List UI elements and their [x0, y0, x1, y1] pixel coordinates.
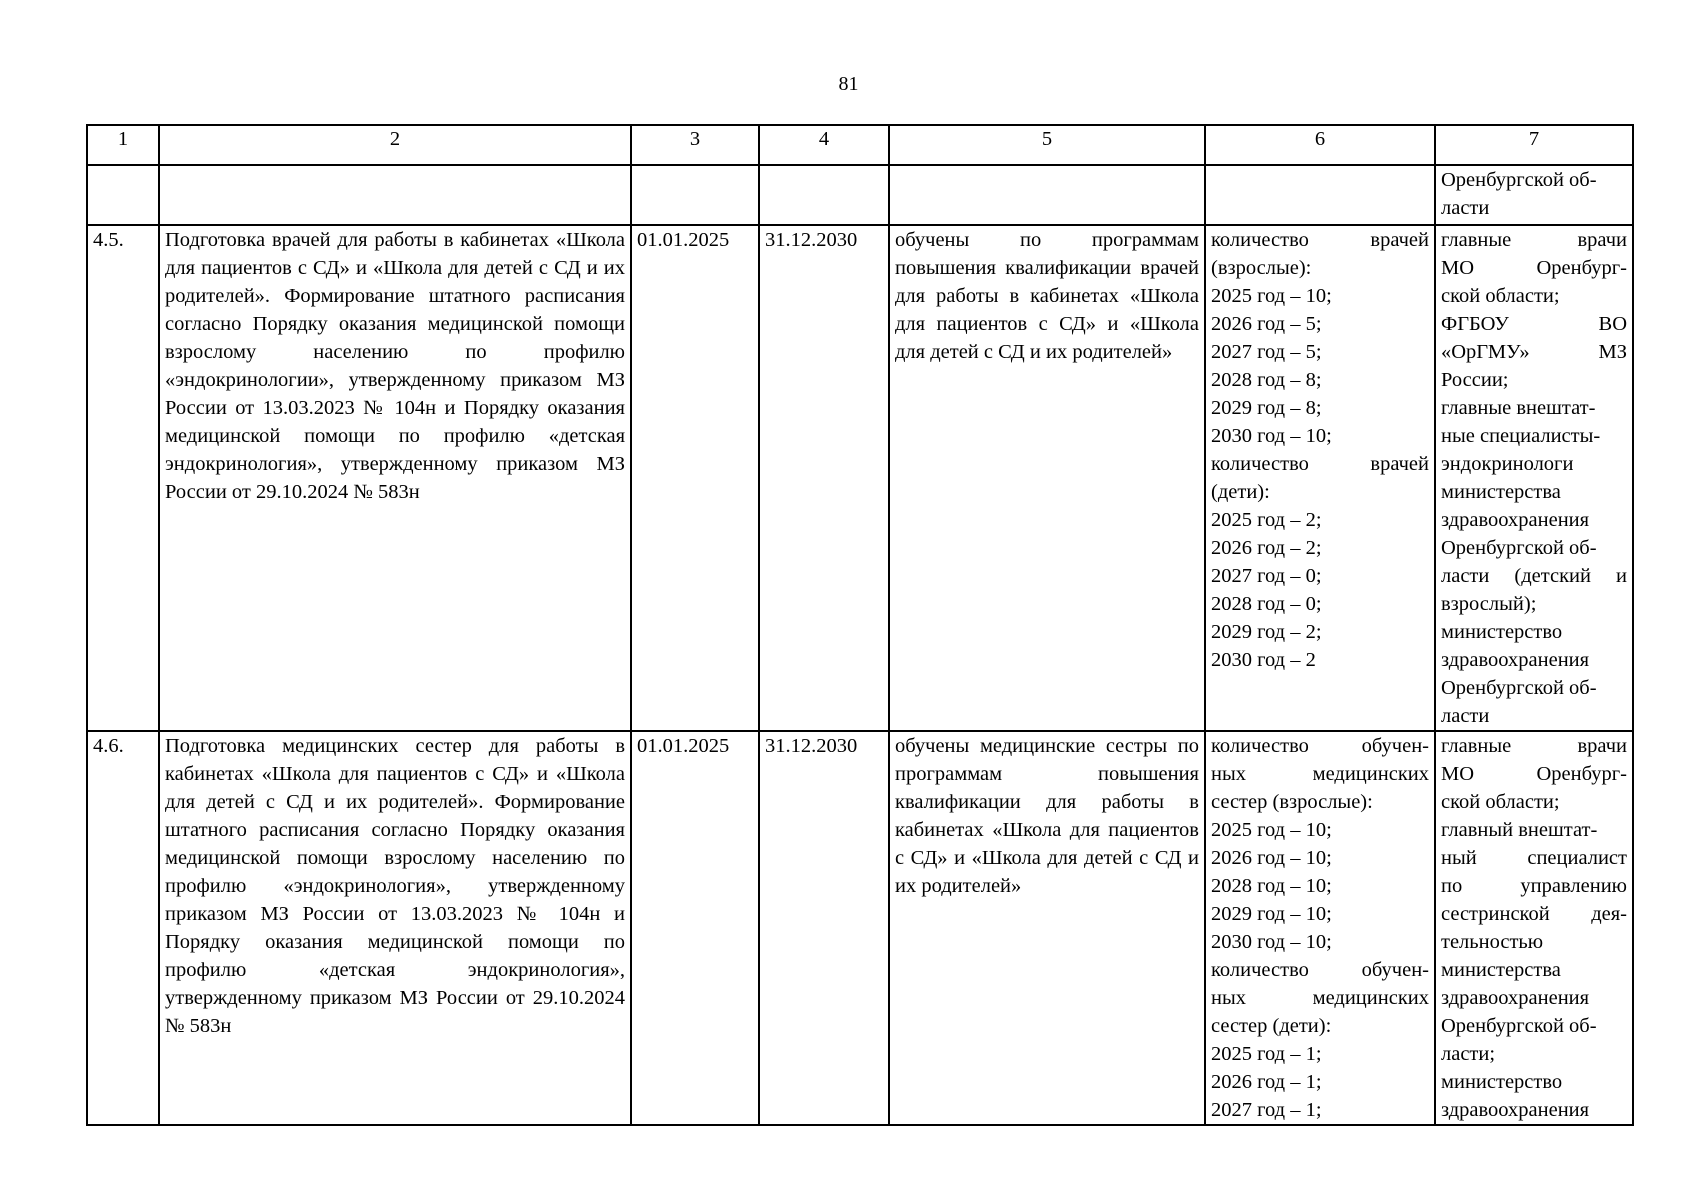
indicator-line: 2026 год – 2; — [1211, 537, 1322, 559]
cont-col-5 — [889, 165, 1205, 225]
row-result: обучены медицинские сестры по программам повышения квалификации для работы в кабинетах «Школа для пациентов с СД» и «Школа для детей с СД и их родителей» — [889, 731, 1205, 1125]
table-row — [87, 225, 1633, 731]
header-col-5: 5 — [889, 125, 1205, 165]
responsible-line: ные специалисты- — [1441, 425, 1601, 447]
responsible-line: ласти — [1441, 705, 1490, 727]
header-col-4: 4 — [759, 125, 889, 165]
indicator-line: сестер (дети): — [1211, 1015, 1332, 1037]
activity-table — [86, 124, 1634, 1126]
row-responsible — [1435, 225, 1633, 731]
indicator-line: сестер (взрослые): — [1211, 791, 1373, 813]
responsible-line: ный специалист — [1441, 847, 1627, 869]
responsible-line: ской области; — [1441, 285, 1560, 307]
indicator-line: количество врачей — [1211, 453, 1429, 475]
row-number: 4.6. — [87, 731, 159, 1125]
responsible-line: здравоохранения — [1441, 509, 1590, 531]
indicator-line: 2026 год – 10; — [1211, 847, 1332, 869]
indicator-line: 2025 год – 10; — [1211, 285, 1332, 307]
responsible-line: ФГБОУ ВО — [1441, 313, 1627, 335]
header-col-3: 3 — [631, 125, 759, 165]
indicator-line: 2030 год – 2 — [1211, 649, 1316, 671]
indicator-line: 2028 год – 8; — [1211, 369, 1322, 391]
responsible-line: ской области; — [1441, 791, 1560, 813]
indicator-line: 2029 год – 8; — [1211, 397, 1322, 419]
responsible-line: министерство — [1441, 1071, 1563, 1093]
row-description: Подготовка врачей для работы в кабинетах «Школа для пациентов с СД» и «Школа для детей с СД и их родителей». Формирование штатного расписания согласно Порядку оказания медицинской помощи взрослому населению по профилю «эндокринологии», утвержденному приказом МЗ России от 13.03.2023 № 104н и Порядку оказания медицинской помощи по профилю «детская эндокринология», утвержденному приказом МЗ России от 29.10.2024 № 583н — [159, 225, 631, 731]
indicator-line: 2026 год – 1; — [1211, 1071, 1322, 1093]
indicator-line: 2027 год – 0; — [1211, 565, 1322, 587]
cont-col-7 — [1435, 165, 1633, 225]
indicator-line: количество обучен- — [1211, 959, 1429, 981]
continuation-row — [87, 165, 1633, 225]
indicator-line: 2029 год – 2; — [1211, 621, 1322, 643]
indicator-line: 2028 год – 10; — [1211, 875, 1332, 897]
cont-col-2 — [159, 165, 631, 225]
responsible-line: главный внештат- — [1441, 819, 1598, 841]
responsible-line: министерство — [1441, 621, 1563, 643]
responsible-line: по управлению — [1441, 875, 1627, 897]
indicator-line: 2027 год – 5; — [1211, 341, 1322, 363]
indicator-line: 2026 год – 5; — [1211, 313, 1322, 335]
responsible-line: сестринской дея- — [1441, 903, 1627, 925]
responsible-line: тельностью — [1441, 931, 1544, 953]
indicator-line: количество обучен- — [1211, 735, 1429, 757]
row-start-date: 01.01.2025 — [631, 731, 759, 1125]
responsible-line: «ОрГМУ» МЗ — [1441, 341, 1627, 363]
row-responsible — [1435, 731, 1633, 1125]
responsible-line: здравоохранения — [1441, 987, 1590, 1009]
responsible-line: Оренбургской об- — [1441, 1015, 1597, 1037]
responsible-line: взрослый); — [1441, 593, 1537, 615]
indicator-line: ных медицинских — [1211, 763, 1429, 785]
cont-col-4 — [759, 165, 889, 225]
indicator-line: 2025 год – 2; — [1211, 509, 1322, 531]
cont-responsible-line: Оренбургской об- — [1441, 169, 1597, 191]
indicator-line: 2025 год – 1; — [1211, 1043, 1322, 1065]
responsible-line: главные врачи — [1441, 735, 1627, 757]
cont-col-1 — [87, 165, 159, 225]
row-end-date: 31.12.2030 — [759, 225, 889, 731]
header-col-7: 7 — [1435, 125, 1633, 165]
indicator-line: (дети): — [1211, 481, 1270, 503]
indicator-line: 2025 год – 10; — [1211, 819, 1332, 841]
indicator-line: (взрослые): — [1211, 257, 1312, 279]
page-number: 81 — [838, 73, 859, 95]
responsible-line: главные врачи — [1441, 229, 1627, 251]
responsible-line: ласти; — [1441, 1043, 1496, 1065]
table-row — [87, 731, 1633, 1125]
responsible-line: России; — [1441, 369, 1509, 391]
indicator-line: 2029 год – 10; — [1211, 903, 1332, 925]
responsible-line: МО Оренбург- — [1441, 257, 1627, 279]
table-header — [87, 125, 1633, 165]
row-end-date: 31.12.2030 — [759, 731, 889, 1125]
responsible-line: МО Оренбург- — [1441, 763, 1627, 785]
responsible-line: министерства — [1441, 481, 1561, 503]
responsible-line: здравоохранения — [1441, 649, 1590, 671]
indicator-line: 2030 год – 10; — [1211, 931, 1332, 953]
indicator-line: 2027 год – 1; — [1211, 1099, 1322, 1121]
cont-col-6 — [1205, 165, 1435, 225]
cont-col-3 — [631, 165, 759, 225]
row-indicator — [1205, 731, 1435, 1125]
cont-responsible-line: ласти — [1441, 197, 1490, 219]
header-col-1: 1 — [87, 125, 159, 165]
row-indicator — [1205, 225, 1435, 731]
row-result: обучены по программам повышения квалификации врачей для работы в кабинетах «Школа для пациентов с СД» и «Школа для детей с СД и их родителей» — [889, 225, 1205, 731]
row-number: 4.5. — [87, 225, 159, 731]
responsible-line: главные внештат- — [1441, 397, 1596, 419]
responsible-line: министерства — [1441, 959, 1561, 981]
responsible-line: здравоохранения — [1441, 1099, 1590, 1121]
indicator-line: ных медицинских — [1211, 987, 1429, 1009]
header-col-2: 2 — [159, 125, 631, 165]
responsible-line: ласти (детский и — [1441, 565, 1627, 587]
row-description: Подготовка медицинских сестер для работы в кабинетах «Школа для пациентов с СД» и «Школа для детей с СД и их родителей». Формирование штатного расписания согласно Порядку оказания медицинской помощи взрослому населению по профилю «эндокринология», утвержденному приказом МЗ России от 13.03.2023 № 104н и Порядку оказания медицинской помощи по профилю «детская эндокринология», утвержденному приказом МЗ России от 29.10.2024 № 583н — [159, 731, 631, 1125]
responsible-line: эндокринологи — [1441, 453, 1574, 475]
responsible-line: Оренбургской об- — [1441, 537, 1597, 559]
indicator-line: 2030 год – 10; — [1211, 425, 1332, 447]
indicator-line: количество врачей — [1211, 229, 1429, 251]
responsible-line: Оренбургской об- — [1441, 677, 1597, 699]
indicator-line: 2028 год – 0; — [1211, 593, 1322, 615]
header-col-6: 6 — [1205, 125, 1435, 165]
row-start-date: 01.01.2025 — [631, 225, 759, 731]
